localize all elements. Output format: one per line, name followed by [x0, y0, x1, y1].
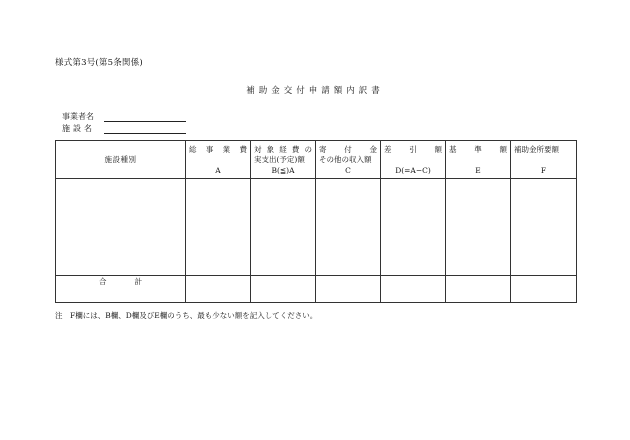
facility-type-header: 施設種別 — [56, 141, 186, 179]
entry-cell[interactable] — [316, 179, 381, 276]
table-header-row — [56, 141, 577, 179]
entry-cell[interactable] — [511, 179, 577, 276]
header-code: B(≦)A — [271, 166, 295, 175]
total-row — [56, 276, 577, 303]
entry-cell[interactable] — [381, 179, 446, 276]
header-text: 補助金所要額 — [514, 145, 559, 154]
header-text: 総事業費 — [189, 145, 247, 154]
total-cell[interactable] — [446, 276, 511, 303]
footnote: 注 F欄には、B欄、D欄及びE欄のうち、最も少ない額を記入してください。 — [55, 311, 318, 320]
header-text-2: 実支出(予定)額 — [254, 155, 305, 164]
header-text: 基準額 — [449, 145, 507, 154]
facility-name-field — [62, 123, 186, 134]
business-name-field — [62, 111, 186, 122]
table-row — [56, 179, 577, 276]
entry-cell[interactable] — [56, 179, 186, 276]
total-cell[interactable] — [381, 276, 446, 303]
header-cell-standard-amount — [446, 141, 511, 179]
facility-name-label: 施設名 — [62, 124, 95, 133]
entry-cell[interactable] — [446, 179, 511, 276]
total-cell[interactable] — [186, 276, 251, 303]
header-text: 寄付金 — [319, 145, 377, 154]
form-number-label: 様式第3号(第5条関係) — [55, 58, 143, 68]
header-code: E — [475, 166, 481, 175]
header-cell-donations — [316, 141, 381, 179]
total-cell[interactable] — [251, 276, 316, 303]
header-code: C — [345, 166, 351, 175]
header-text-2: その他の収入額 — [319, 155, 372, 164]
entry-cell[interactable] — [251, 179, 316, 276]
business-name-label: 事業者名 — [62, 112, 94, 121]
header-code: D(=A−C) — [395, 166, 431, 175]
header-code: F — [540, 166, 547, 175]
total-cell[interactable] — [316, 276, 381, 303]
header-code: A — [215, 166, 221, 175]
header-cell-total-cost — [186, 141, 251, 179]
header-cell-required-subsidy — [511, 141, 577, 179]
document-title: 補助金交付申請額内訳書 — [246, 86, 384, 96]
total-cell[interactable] — [511, 276, 577, 303]
header-text: 差引額 — [384, 145, 442, 154]
business-name-blank[interactable] — [104, 112, 186, 122]
header-cell-eligible-expense — [251, 141, 316, 179]
header-text: 対象経費の — [254, 145, 312, 154]
header-cell-difference — [381, 141, 446, 179]
total-label: 合計 — [56, 276, 186, 303]
entry-cell[interactable] — [186, 179, 251, 276]
facility-name-blank[interactable] — [104, 124, 186, 134]
breakdown-table — [55, 140, 577, 303]
